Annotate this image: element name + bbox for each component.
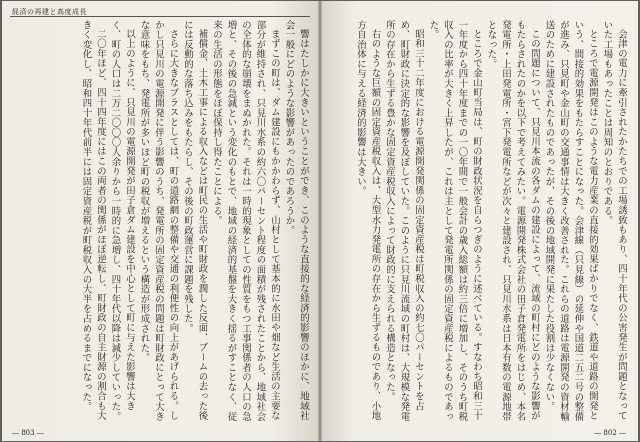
paragraph: ところで金山町当局は、町の財政状況を自らつぎのように述べている。すなわち昭和三十一年度から四十年度までの一〇年間で一般会計の歳入総額は約三倍に増加し、そのうち町税収入の比率が大きく上昇したが、これは主として発電所関係の固定資産税によるものであった。 (427, 20, 482, 422)
paragraph: 二〇年ほど、四十四年度にはこの両者の関係がほぼ逆転し、町財政の自主財源の割合も大きく変化し、昭和四十年代前半には固定資産税が町税収入の大半を占めるまでになった。 (80, 20, 106, 421)
left-page-body (10, 20, 310, 423)
paragraph: 補償金、土木工事による収入などは町民の生活や町財政を潤した反面、ブームの去った後には反動的な落ち込みをもたらし、その後の町政運営に課題を残した。 (182, 20, 208, 421)
right-page-body (326, 20, 628, 423)
header-rule (10, 16, 310, 17)
right-page (318, 1, 638, 441)
book-spread (2, 1, 638, 441)
paragraph: 昭和三十二年度における電源開発関係の固定資産税は町税収入の約七〇パーセントを占め、町財政に決定的な影響を及ぼしていた。このように只見川流域の町村は、大規模な発電所の存在から生ずる豊かな固定資産税収入によって財政的に支えられる構造となった。 (384, 20, 424, 422)
paragraph: 会津の電力に牽引されたかたちでの工場誘致もあり、四十年代の公害発生が問題となっていた工場もあったことは周知のとおりである。 (601, 20, 627, 421)
page-number: ― 802 ― (594, 429, 626, 437)
paragraph: 響はたしかに大きいということができ、このような直接的な経済的影響のほかに、地域社会一般にどのような影響があったのであろうか。 (283, 20, 309, 421)
left-page (2, 1, 318, 441)
book-gutter (318, 1, 322, 441)
paragraph: まずこの町は、ダム建設にもかかわらず、山村として基本的に水田や畑など生活の主要な部分が維持され、只見川水系の約六〇パーセント程度の面積が残されたことから、地域社会の全体的な崩壊をまぬかれた。それは一時的現象としての性質をもつ工事関係者の人口の急増と、その後の急減という変化のもとで、地域の経済的基盤を大きく揺るがすことなく、従来の生活の形態をほぼ保持し得たことによる。 (211, 20, 280, 422)
paragraph: 右のような巨額の固定資産税収入は、大型水力発電所の存在から生ずるものであり、小地方自治体に与える経済的影響は大きい。 (355, 20, 381, 421)
paragraph: 以上のように、只見川の電源開発が田子倉ダム建設を中心として町に与えた影響は大きく、町の人口は二万二〇〇〇人余りから一時的に急増し、四十年代以降は減少していった。 (109, 20, 135, 422)
paragraph: ところで電源開発はこのような電力産業の直接的効果ばかりでなく、鉄道や道路の開発という、間接的効果をもたらすことになった。会津線（只見線）の延伸や国道二五二号の整備が進み、只見町や金山町の交通事情は大きく改善された。これらの道路は電源開発の資材輸送のために建設されたものであったが、その後の地域開発に果たした役割は少なくない。 (543, 20, 598, 422)
paragraph: この問題について、只見川本流の各ダムの建設によって、流域の町村にどのような影響がもたらされたのかを以下で考えてみたい。電源開発株式会社の田子倉発電所をはじめ、本名発電所・上田発電所・宮下発電所などが次々と建設され、只見川水系は日本有数の電源地帯となった。 (485, 20, 540, 422)
page-number: ― 803 ― (12, 429, 44, 437)
paragraph: さらに大きなプラスとしては、町の道路網の整備や交通の利便性の向上があげられる。しかし只見川の電源開発に伴う影響のうち、発電所の固定資産税の問題は町財政にとって大きな意味をもち、発電所が多いほど町の税収が増えるという構造が形成された。 (138, 20, 179, 422)
running-head: 経済の再建と高度成長 (12, 8, 87, 16)
